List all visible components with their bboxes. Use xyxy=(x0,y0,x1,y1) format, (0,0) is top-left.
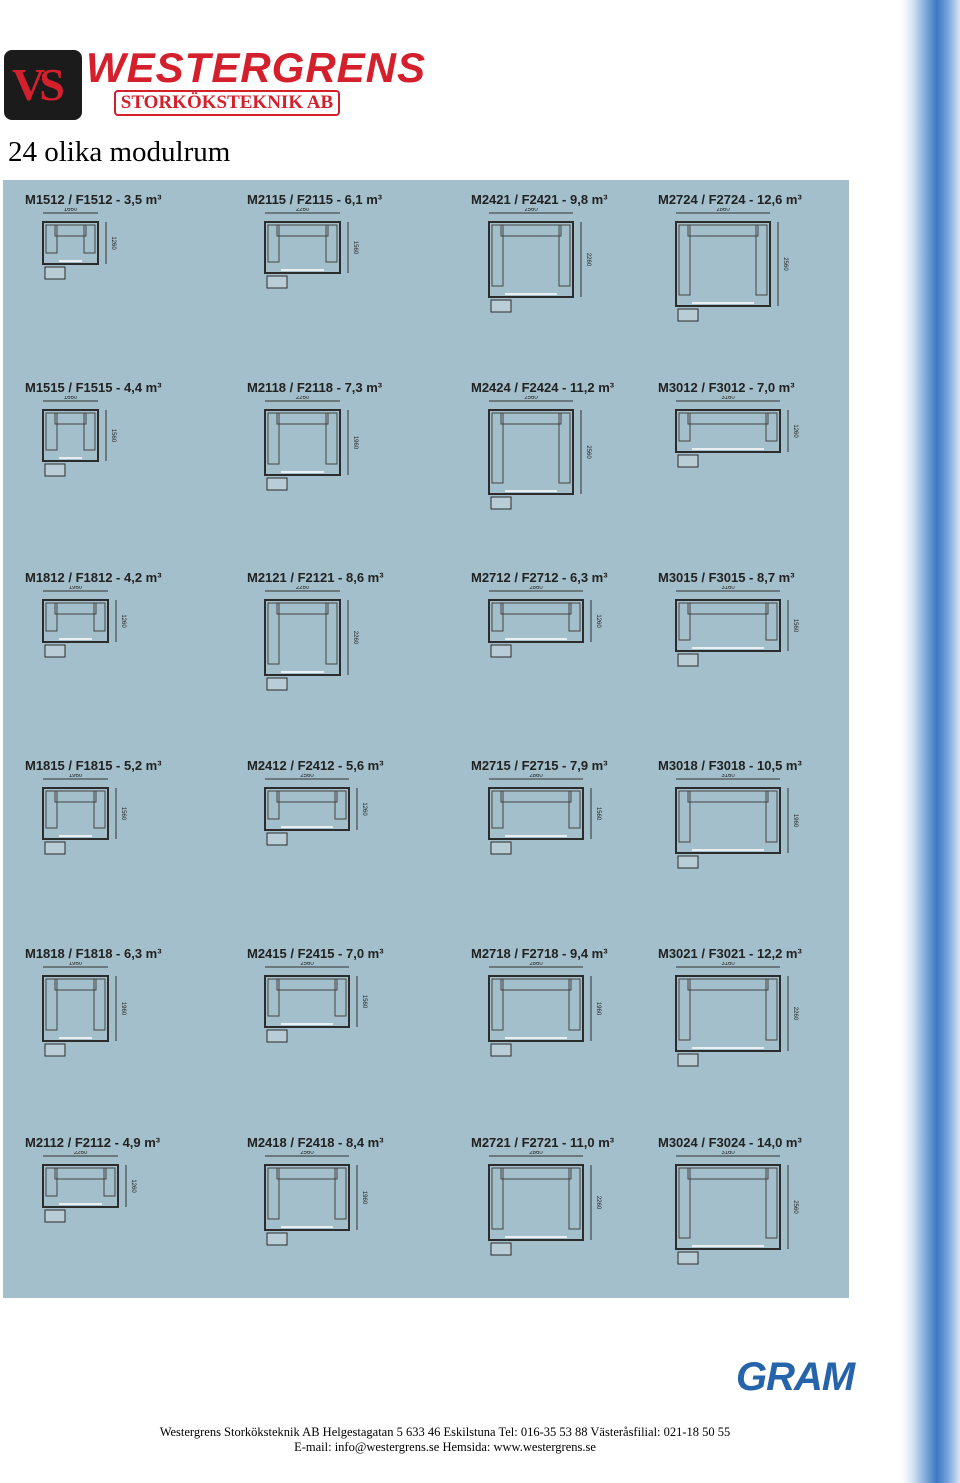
module-label: M2421 / F2421 - 9,8 m³ xyxy=(471,192,608,207)
floor-plan xyxy=(247,774,371,856)
module-label: M2115 / F2115 - 6,1 m³ xyxy=(247,192,383,207)
module-cell xyxy=(658,192,858,372)
module-cell xyxy=(471,192,671,372)
width-label: 1660 xyxy=(63,396,78,401)
floor-plan xyxy=(247,1151,371,1256)
width-label: 3160 xyxy=(721,396,735,401)
width-label: 2260 xyxy=(295,586,310,591)
width-label: 3160 xyxy=(721,586,735,591)
module-cell xyxy=(247,758,447,938)
footer-address: Westergrens Storköksteknik AB Helgestagatan 5 633 46 Eskilstuna Tel: 016-35 53 88 Västeråsfilial: 021-18 50 55 xyxy=(159,1425,731,1439)
depth-label: 1960 xyxy=(792,813,798,828)
floor-plan xyxy=(658,208,792,332)
cooling-unit xyxy=(678,1054,698,1066)
room-outline xyxy=(43,1165,118,1207)
logo-company-subtitle: STORKÖKSTEKNIK AB xyxy=(114,90,340,116)
page-title: 24 olika modulrum xyxy=(8,136,231,168)
floor-plan xyxy=(247,208,362,299)
width-label: 2260 xyxy=(295,396,310,401)
shelf-back xyxy=(501,979,571,990)
module-cell xyxy=(25,1135,225,1315)
width-label: 1960 xyxy=(68,962,83,967)
cooling-unit xyxy=(45,464,65,476)
width-label: 3160 xyxy=(721,962,735,967)
module-label: M3012 / F3012 - 7,0 m³ xyxy=(658,380,795,395)
depth-label: 1260 xyxy=(130,1179,136,1193)
depth-label: 1560 xyxy=(792,618,798,633)
depth-label: 1260 xyxy=(361,802,367,816)
shelf-back xyxy=(501,791,571,802)
gram-logo: GRAM xyxy=(736,1355,855,1399)
shelf-back xyxy=(501,413,561,424)
width-label: 2860 xyxy=(529,1151,543,1156)
room-outline xyxy=(265,788,349,830)
shelf-back xyxy=(55,1168,106,1179)
cooling-unit xyxy=(491,497,511,509)
shelf-back xyxy=(55,603,96,614)
depth-label: 1960 xyxy=(352,435,358,450)
module-label: M2112 / F2112 - 4,9 m³ xyxy=(25,1135,161,1150)
cooling-unit xyxy=(678,455,698,467)
module-cell xyxy=(658,380,858,560)
module-label: M1815 / F1815 - 5,2 m³ xyxy=(25,758,162,773)
module-cell xyxy=(471,1135,671,1315)
floor-plan xyxy=(247,962,371,1053)
module-label: M1515 / F1515 - 4,4 m³ xyxy=(25,380,162,395)
module-grid-panel xyxy=(3,180,849,1298)
depth-label: 1260 xyxy=(595,614,601,628)
module-label: M3015 / F3015 - 8,7 m³ xyxy=(658,570,795,585)
shelf-back xyxy=(501,1168,571,1179)
shelf-back xyxy=(277,225,328,236)
module-cell xyxy=(471,380,671,560)
room-outline xyxy=(265,976,349,1027)
floor-plan xyxy=(25,962,130,1067)
shelf-back xyxy=(55,225,86,236)
module-label: M2712 / F2712 - 6,3 m³ xyxy=(471,570,608,585)
logo-monogram: VS xyxy=(12,59,59,110)
footer-contact: E-mail: info@westergrens.se Hemsida: www.westergrens.se xyxy=(294,1440,596,1454)
depth-label: 1560 xyxy=(595,806,601,821)
shelf-back xyxy=(277,791,337,802)
company-logo xyxy=(4,44,427,122)
module-cell xyxy=(25,946,225,1126)
module-label: M2412 / F2412 - 5,6 m³ xyxy=(247,758,384,773)
floor-plan xyxy=(658,1151,802,1275)
depth-label: 2260 xyxy=(595,1195,601,1210)
module-label: M2118 / F2118 - 7,3 m³ xyxy=(247,380,383,395)
floor-plan xyxy=(25,396,120,487)
cooling-unit xyxy=(491,1044,511,1056)
module-label: M2415 / F2415 - 7,0 m³ xyxy=(247,946,384,961)
room-outline xyxy=(43,788,108,839)
shelf-back xyxy=(501,603,571,614)
floor-plan xyxy=(25,774,130,865)
room-outline xyxy=(265,222,340,273)
cooling-unit xyxy=(267,276,287,288)
shelf-back xyxy=(55,791,96,802)
floor-plan xyxy=(25,586,130,668)
module-cell xyxy=(247,380,447,560)
module-label: M3021 / F3021 - 12,2 m³ xyxy=(658,946,802,961)
width-label: 2560 xyxy=(300,962,314,967)
module-cell xyxy=(247,946,447,1126)
width-label: 1660 xyxy=(63,208,78,213)
cooling-unit xyxy=(267,478,287,490)
cooling-unit xyxy=(45,1044,65,1056)
module-label: M2721 / F2721 - 11,0 m³ xyxy=(471,1135,615,1150)
depth-label: 1260 xyxy=(120,614,126,628)
module-label: M3024 / F3024 - 14,0 m³ xyxy=(658,1135,802,1150)
module-cell xyxy=(247,192,447,372)
room-outline xyxy=(43,410,98,461)
depth-label: 1560 xyxy=(110,428,116,443)
shelf-back xyxy=(688,1168,768,1179)
floor-plan xyxy=(471,1151,605,1266)
shelf-back xyxy=(277,1168,337,1179)
width-label: 2860 xyxy=(529,774,543,779)
shelf-back xyxy=(688,791,768,802)
floor-plan xyxy=(471,586,605,668)
module-cell xyxy=(25,380,225,560)
room-outline xyxy=(676,600,780,651)
cooling-unit xyxy=(45,645,65,657)
width-label: 2560 xyxy=(300,774,314,779)
floor-plan xyxy=(658,396,802,478)
floor-plan xyxy=(471,962,605,1067)
module-label: M2424 / F2424 - 11,2 m³ xyxy=(471,380,615,395)
module-cell xyxy=(247,570,447,750)
module-cell xyxy=(25,192,225,372)
width-label: 2260 xyxy=(73,1151,88,1156)
module-cell xyxy=(658,570,858,750)
width-label: 2860 xyxy=(529,962,543,967)
room-outline xyxy=(43,222,98,264)
module-cell xyxy=(471,758,671,938)
shelf-back xyxy=(688,603,768,614)
cooling-unit xyxy=(491,842,511,854)
shelf-back xyxy=(688,225,758,236)
cooling-unit xyxy=(491,645,511,657)
depth-label: 2560 xyxy=(792,1200,798,1214)
floor-plan xyxy=(25,208,120,290)
floor-plan xyxy=(658,586,802,677)
cooling-unit xyxy=(45,1210,65,1222)
floor-plan xyxy=(247,396,362,501)
floor-plan xyxy=(658,962,802,1077)
module-cell xyxy=(658,758,858,938)
depth-label: 1960 xyxy=(120,1001,126,1016)
room-outline xyxy=(265,1165,349,1230)
room-outline xyxy=(489,410,573,494)
module-label: M1818 / F1818 - 6,3 m³ xyxy=(25,946,162,961)
module-cell xyxy=(471,946,671,1126)
module-cell xyxy=(658,946,858,1126)
module-label: M1512 / F1512 - 3,5 m³ xyxy=(25,192,162,207)
module-label: M2715 / F2715 - 7,9 m³ xyxy=(471,758,608,773)
decorative-side-stripe xyxy=(902,0,960,1483)
depth-label: 1560 xyxy=(352,240,358,255)
cooling-unit xyxy=(678,309,698,321)
floor-plan xyxy=(471,774,605,865)
module-cell xyxy=(658,1135,858,1315)
width-label: 3160 xyxy=(721,1151,735,1156)
module-cell xyxy=(247,1135,447,1315)
depth-label: 1260 xyxy=(792,424,798,438)
depth-label: 2260 xyxy=(352,630,358,645)
cooling-unit xyxy=(45,842,65,854)
cooling-unit xyxy=(267,678,287,690)
shelf-back xyxy=(277,413,328,424)
cooling-unit xyxy=(491,300,511,312)
floor-plan xyxy=(658,774,802,879)
floor-plan xyxy=(471,208,595,323)
depth-label: 1560 xyxy=(120,806,126,821)
module-cell xyxy=(25,570,225,750)
width-label: 2560 xyxy=(524,208,538,213)
logo-company-name: WESTERGRENS xyxy=(86,44,427,91)
width-label: 2560 xyxy=(300,1151,314,1156)
logo-badge xyxy=(4,50,82,120)
depth-label: 1960 xyxy=(595,1001,601,1016)
depth-label: 2260 xyxy=(585,252,591,267)
room-outline xyxy=(265,410,340,475)
floor-plan xyxy=(247,586,362,701)
shelf-back xyxy=(55,413,86,424)
shelf-back xyxy=(55,979,96,990)
shelf-back xyxy=(688,979,768,990)
depth-label: 1260 xyxy=(110,236,116,250)
room-outline xyxy=(676,788,780,853)
width-label: 3160 xyxy=(721,774,735,779)
module-label: M2724 / F2724 - 12,6 m³ xyxy=(658,192,802,207)
module-cell xyxy=(471,570,671,750)
room-outline xyxy=(676,410,780,452)
module-label: M2121 / F2121 - 8,6 m³ xyxy=(247,570,384,585)
floor-plan xyxy=(471,396,595,520)
module-label: M3018 / F3018 - 10,5 m³ xyxy=(658,758,802,773)
width-label: 2260 xyxy=(295,208,310,213)
module-label: M2418 / F2418 - 8,4 m³ xyxy=(247,1135,384,1150)
room-outline xyxy=(43,600,108,642)
depth-label: 2260 xyxy=(792,1006,798,1021)
cooling-unit xyxy=(267,1233,287,1245)
depth-label: 2560 xyxy=(782,257,788,271)
cooling-unit xyxy=(678,654,698,666)
width-label: 2560 xyxy=(524,396,538,401)
room-outline xyxy=(676,976,780,1051)
room-outline xyxy=(43,976,108,1041)
cooling-unit xyxy=(491,1243,511,1255)
module-label: M1812 / F1812 - 4,2 m³ xyxy=(25,570,162,585)
width-label: 2860 xyxy=(716,208,730,213)
shelf-back xyxy=(277,603,328,614)
module-label: M2718 / F2718 - 9,4 m³ xyxy=(471,946,608,961)
shelf-back xyxy=(688,413,768,424)
floor-plan xyxy=(25,1151,140,1233)
depth-label: 1960 xyxy=(361,1190,367,1205)
cooling-unit xyxy=(267,833,287,845)
depth-label: 1560 xyxy=(361,994,367,1009)
shelf-back xyxy=(277,979,337,990)
cooling-unit xyxy=(45,267,65,279)
width-label: 1960 xyxy=(68,774,83,779)
cooling-unit xyxy=(678,1252,698,1264)
cooling-unit xyxy=(267,1030,287,1042)
shelf-back xyxy=(501,225,561,236)
width-label: 2860 xyxy=(529,586,543,591)
module-cell xyxy=(25,758,225,938)
cooling-unit xyxy=(678,856,698,868)
width-label: 1960 xyxy=(68,586,83,591)
room-outline xyxy=(676,1165,780,1249)
depth-label: 2560 xyxy=(585,445,591,459)
